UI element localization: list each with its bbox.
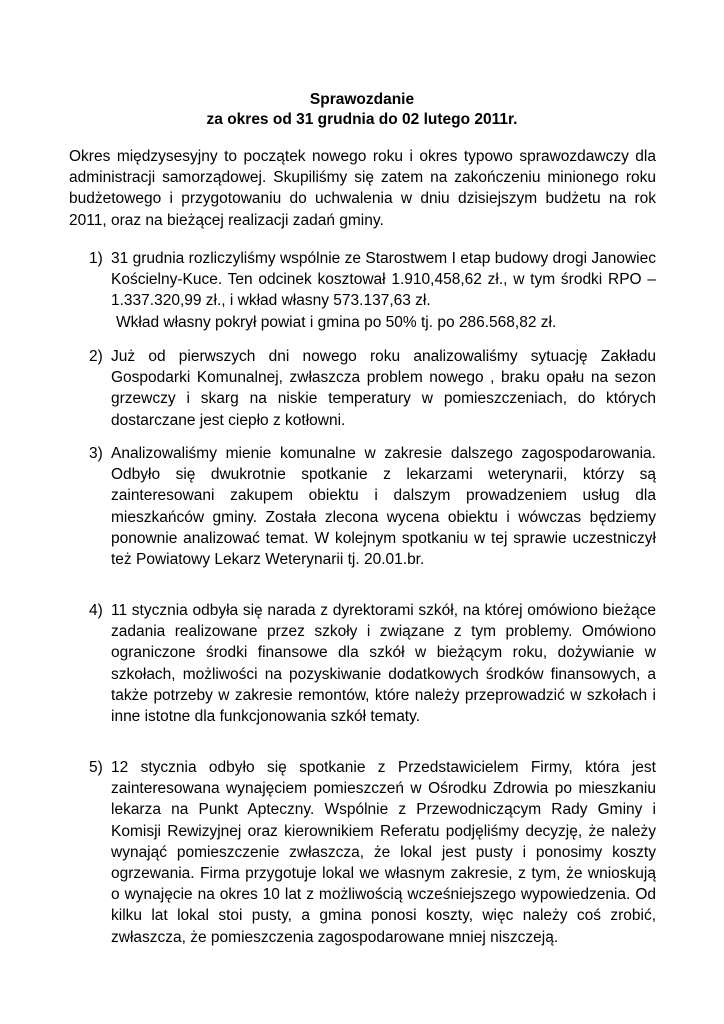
list-item (89, 248, 656, 333)
document-title: Sprawozdanie (309, 91, 415, 108)
list-item (89, 600, 656, 727)
list-item-text: 31 grudnia rozliczyliśmy wspólnie ze Starostwem I etap budowy drogi Janowiec Kościelny-Kuce. Ten odcinek kosztował 1.910,458,62 zł., w tym środki RPO – 1.337.320,99 zł., i wkład własny 573.137,63 zł. (111, 250, 656, 310)
list-item-number: 4) (89, 602, 103, 619)
document-subtitle: za okres od 31 grudnia do 02 lutego 2011r. (206, 111, 518, 128)
list-item-text: Analizowaliśmy mienie komunalne w zakresie dalszego zagospodarowania. Odbyło się dwukrotnie spotkanie z lekarzami weterynarii, którzy są zainteresowani zakupem obiektu i dalszym prowadzeniem usług dla mieszkańców gminy. Została zlecona wycena obiektu i wówczas będziemy ponownie analizować temat. W kolejnym spotkaniu w tej sprawie uczestniczył też Powiatowy Lekarz Weterynarii tj. 20.01.br. (111, 445, 656, 569)
intro-paragraph: Okres międzysesyjny to początek nowego roku i okres typowo sprawozdawczy dla administracji samorządowej. Skupiliśmy się zatem na zakończeniu minionego roku budżetowego i przygotowaniu do uchwalenia w dniu dzisiejszym budżetu na rok 2011, oraz na bieżącej realizacji zadań gminy. (69, 148, 656, 229)
list-item-text: 12 stycznia odbyło się spotkanie z Przedstawicielem Firmy, która jest zainteresowana wynajęciem pomieszczeń w Ośrodku Zdrowia po mieszkaniu lekarza na Punkt Apteczny. Wspólnie z Przewodniczącym Rady Gminy i Komisji Rewizyjnej oraz kierownikiem Referatu podjęliśmy decyzję, że należy wynająć pomieszczenie zwłaszcza, że lokal jest pusty i ponosimy koszty ogrzewania. Firma przygotuje lokal we własnym zakresie, z tym, że wnioskują o wynajęcie na okres 10 lat z możliwością wcześniejszego wypowiedzenia. Od kilku lat lokal stoi pusty, a gmina ponosi koszty, więc należy coś zrobić, zwłaszcza, że pomieszczenia zagospodarowane mniej niszczeją. (111, 759, 656, 946)
list-item-number: 1) (89, 250, 103, 267)
list-item-number: 3) (89, 445, 103, 462)
list-item-number: 5) (89, 759, 103, 776)
list-item (89, 443, 656, 570)
list-item (89, 346, 656, 431)
list-item (89, 757, 656, 948)
list-item-text: Już od pierwszych dni nowego roku analizowaliśmy sytuację Zakładu Gospodarki Komunalnej, zwłaszcza problem nowego , braku opału na sezon grzewczy i skarg na niskie temperatury w pomieszczeniach, do których dostarczane jest ciepło z kotłowni. (111, 348, 656, 429)
list-item-extra-text: Wkład własny pokrył powiat i gmina po 50% tj. po 286.568,82 zł. (116, 313, 557, 331)
list-item-number: 2) (89, 348, 103, 365)
list-item-text: 11 stycznia odbyła się narada z dyrektorami szkół, na której omówiono bieżące zadania realizowane przez szkoły i związane z tym problemy. Omówiono ograniczone środki finansowe dla szkół w bieżącym roku, dożywianie w szkołach, możliwości na pozyskiwanie dodatkowych środków finansowych, a także potrzeby w zakresie remontów, które należy przeprowadzić w szkołach i inne istotne dla funkcjonowania szkół tematy. (111, 602, 656, 726)
